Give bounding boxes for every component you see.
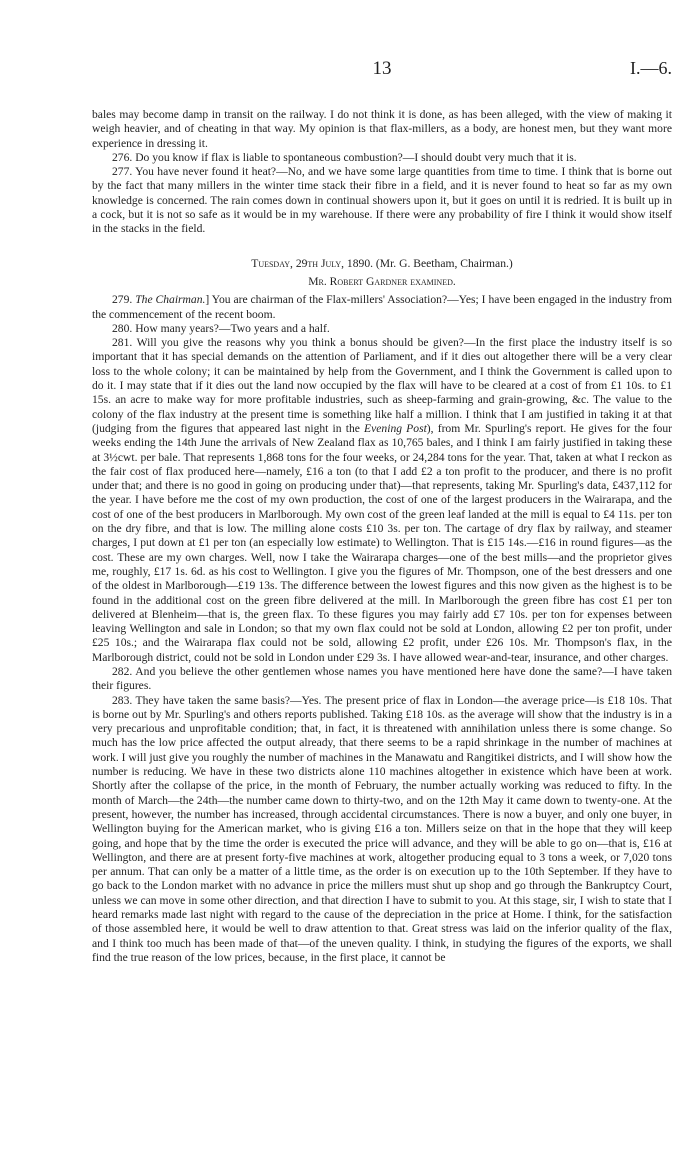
paragraph-continued: bales may become damp in transit on the railway. I do not think it is done, as has been alleged, with the view of making it weigh heavier, and of cheating in that way. My opinion is that flax-millers, as a body, are honest men, but they want more experience in dressing it. bbox=[92, 108, 672, 150]
witness-heading: Mr. Robert Gardner examined. bbox=[308, 274, 456, 288]
paper-id: I.—6. bbox=[630, 58, 672, 78]
document-body bbox=[92, 108, 672, 965]
question-283: 283. They have taken the same basis?—Yes. The present price of flax in London—the average price—is £18 10s. That is borne out by Mr. Spurling's and others reports published. Taking £18 10s. as the average will show that the industry is in a very precarious and unprofitable condition; that, in fact, it is threatened with annihilation unless there is some change. So much has the low price affected the output already, that there seems to be a rapid shrinkage in the number of machines at work. I will just give you roughly the number of machines in the Manawatu and Rangitikei districts, and I will show how the number is reducing. We have in these two districts alone 110 machines altogether in existence which have been at work. Shortly after the collapse of the price, in the month of February, the number actually working was reduced to fifty. In the month of March—the 24th—the number came down to thirty-two, and on the 12th May it came down to twenty-one. At the present, however, the number has increased, through accidental circumstances. There is now a buyer, and only one buyer, in Wellington buying for the American market, who is giving £16 a ton. Millers seize on that in the hope that they will keep going, and hope that by the time the order is executed the price will advance, and they will be able to go on—that is, £16 at Wellington, and there are at present forty-five machines at work, altogether producing equal to 3 tons a week, or 7,020 tons per annum. That can only be a matter of a little time, as the order is on execution up to the 10th September. If they have to go back to the London market with no advance in price the millers must shut up shop and go through the Bankruptcy Court, unless we can move in some other direction, and that direction I have to submit to you. At this stage, sir, I wish to state that I heard remarks made last night with regard to the cause of the depreciation in the price at Home. I think, for the satisfaction of those assembled here, it would be well to draw attention to that. Great stress was laid on the inferior quality of the flax, and I think too much has been made of that—of the uneven quality. I think, in studying the figures of the exports, we shall find the true reason of the low prices, because, in the first place, it cannot be bbox=[92, 693, 672, 964]
question-279 bbox=[92, 293, 672, 322]
session-chair: (Mr. G. Beetham, Chairman.) bbox=[375, 256, 513, 270]
session-date: Tuesday, 29th July, 1890. bbox=[251, 256, 374, 270]
document-page bbox=[92, 0, 672, 965]
page-number: 13 bbox=[372, 58, 392, 79]
question-281 bbox=[92, 336, 672, 665]
session-heading bbox=[92, 257, 672, 271]
question-279-number: 279. bbox=[112, 293, 133, 307]
question-280: 280. How many years?—Two years and a half. bbox=[112, 321, 330, 335]
question-281-part-a: 281. Will you give the reasons why you think a bonus should be given?—In the first place the industry itself is so important that it has special demands on the attention of Parliament, and if it dies out altogether there will be a very clear loss to the whole colony; it can be maintained by help from the Government, and I think the Government is called upon to do it. I may state that if it dies out the land now occupied by the flax will have to be cleared at a cost of from £1 10s. to £1 15s. an acre to make way for more profitable industries, such as sheep-farming and grain-growing, &c. The value to the colony of the flax industry at the present time is something like half a million. I think that I am justified in taking it at that (judging from the figures that appeared last night in the bbox=[92, 336, 672, 435]
question-279-speaker: The Chairman. bbox=[135, 293, 206, 307]
newspaper-title: Evening Post bbox=[364, 421, 427, 435]
question-277: 277. You have never found it heat?—No, and we have some large quantities from time to time. I think that is borne out by the fact that many millers in the winter time stack their fibre in a field, and it is never found to heat so far as my own knowledge is concerned. The rain comes down in continual showers upon it, but it goes on until it is redried. It is built up in a cock, but it is not so safe as it would be in my warehouse. If there were any probability of fire I think it would show itself in the stacks in the field. bbox=[92, 165, 672, 236]
question-279-text: ] You are chairman of the Flax-millers' Association?—Yes; I have been engaged in the industry from the commencement of the recent boom. bbox=[92, 293, 672, 321]
page-header bbox=[92, 58, 672, 98]
question-282: 282. And you believe the other gentlemen whose names you have mentioned here have done the same?—I have taken their figures. bbox=[92, 664, 672, 693]
question-276: 276. Do you know if flax is liable to spontaneous combustion?—I should doubt very much that it is. bbox=[112, 150, 577, 164]
question-281-part-b: ), from Mr. Spurling's report. He gives for the four weeks ending the 14th June the arrivals of New Zealand flax as 10,765 bales, and I think I am fairly justified in taking these at 3½cwt. per bale. That represents 1,868 tons for the four weeks, or 24,284 tons for the year. That, taken at what I reckon as the fair cost of flax produced here—namely, £16 a ton (to that I add £2 a ton profit to the producer, and there is no profit under that; and there is no good in going on producing under that)—that represents, taking Mr. Spurling's data, £437,112 for the year. I have before me the cost of my own production, the cost of one of the largest producers in the Wairarapa, and the cost of one of the best producers in Marlborough. My own cost of the green leaf landed at the mill is equal to £4 11s. per ton on the dry fibre, and that is low. The milling alone costs £10 3s. per ton. The cartage of dry flax by railway, and steamer charges, I put down at £1 per ton (an especially low estimate) to Wellington. That is £15 14s.—£16 in round figures—as the cost. These are my own charges. Well, now I take the Wairarapa charges—one of the best mills—and the proprietor gives me, roughly, £17 1s. 6d. as his cost to Wellington. I give you the figures of Mr. Thompson, one of the best dressers and one of the oldest in Marlborough—£19 13s. The difference between the lowest figures and this now given as the highest is to be found in the additional cost on the green fibre delivered at the mill. In Marlborough the green fibre has cost £1 per ton delivered at Blenheim—that is, the green flax. To these figures you may fairly add £7 10s. per ton for expenses between leaving Wellington and sale in London; so that my own flax could not be sold at London, allowing £2 per ton profit, under £25 10s.; and the Wairarapa flax could not be sold, allowing £2 profit, under £26 10s. Mr. Thompson's flax, in the Marlborough district, could not be sold in London under £29 3s. I have allowed wear-and-tear, insurance, and other charges. bbox=[92, 421, 672, 664]
